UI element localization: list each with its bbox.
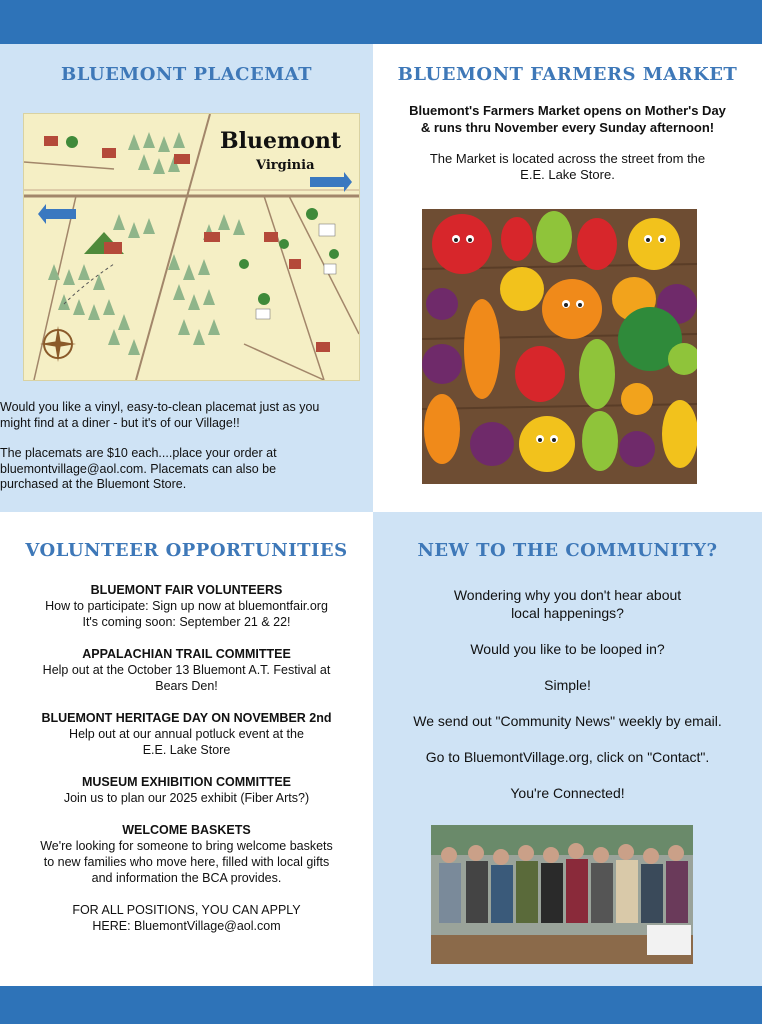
community-q1-line2: local happenings? bbox=[511, 605, 624, 621]
volunteer-item-line: Bears Den! bbox=[155, 679, 218, 693]
volunteer-item-line: It's coming soon: September 21 & 22! bbox=[82, 615, 291, 629]
volunteer-item-title: BLUEMONT FAIR VOLUNTEERS bbox=[90, 583, 283, 597]
group-photo bbox=[431, 825, 693, 964]
community-q2: Would you like to be looped in? bbox=[470, 641, 665, 657]
community-heading: NEW TO THE COMMUNITY? bbox=[417, 540, 718, 561]
volunteer-item bbox=[0, 710, 373, 758]
volunteer-item bbox=[0, 774, 373, 806]
map-subtitle: Virginia bbox=[256, 158, 315, 173]
market-location-line1: The Market is located across the street from the bbox=[429, 151, 706, 166]
placemat-heading: BLUEMONT PLACEMAT bbox=[60, 64, 313, 85]
volunteer-item-title: APPALACHIAN TRAIL COMMITTEE bbox=[82, 647, 291, 661]
volunteer-list bbox=[0, 582, 373, 934]
placemat-para2-line3: purchased at the Bluemont Store. bbox=[0, 477, 187, 491]
placemat-para1-line1: Would you like a vinyl, easy-to-clean placemat just as you bbox=[0, 400, 320, 414]
volunteer-item-line: Help out at our annual potluck event at the bbox=[69, 727, 304, 741]
placemat-para2-line1: The placemats are $10 each....place your order at bbox=[0, 446, 277, 460]
bluemont-map-image bbox=[23, 113, 360, 381]
market-location-line2: E.E. Lake Store. bbox=[520, 167, 615, 182]
volunteer-item bbox=[0, 646, 373, 694]
community-text bbox=[373, 586, 762, 802]
farmers-market-text bbox=[373, 102, 762, 183]
volunteer-footer-line2: HERE: BluemontVillage@aol.com bbox=[92, 919, 281, 933]
placemat-para2-line2: bluemontvillage@aol.com. Placemats can also be bbox=[0, 461, 277, 476]
volunteer-panel bbox=[0, 512, 373, 986]
bottom-band bbox=[0, 986, 762, 1024]
volunteer-item-line: E.E. Lake Store bbox=[142, 743, 231, 757]
market-lead-line1: Bluemont's Farmers Market opens on Mother's Day bbox=[409, 103, 726, 118]
volunteer-item-title: WELCOME BASKETS bbox=[122, 823, 251, 837]
volunteer-item-line: We're looking for someone to bring welcome baskets bbox=[40, 839, 333, 853]
vegetables-image bbox=[422, 209, 697, 484]
volunteer-footer-line1: FOR ALL POSITIONS, YOU CAN APPLY bbox=[72, 903, 301, 917]
volunteer-heading: VOLUNTEER OPPORTUNITIES bbox=[25, 540, 348, 561]
top-band bbox=[0, 0, 762, 44]
volunteer-item-line: Help out at the October 13 Bluemont A.T. Festival at bbox=[42, 663, 331, 677]
community-weekly: We send out "Community News" weekly by email. bbox=[413, 713, 722, 729]
vegetables-illustration bbox=[422, 209, 697, 484]
placemat-text bbox=[0, 400, 373, 493]
community-connected: You're Connected! bbox=[510, 785, 625, 801]
market-lead-line2: & runs thru November every Sunday afternoon! bbox=[420, 120, 715, 135]
community-goto: Go to BluemontVillage.org, click on "Contact". bbox=[425, 749, 710, 765]
volunteer-item-title: BLUEMONT HERITAGE DAY ON NOVEMBER 2nd bbox=[41, 711, 332, 725]
community-q1-line1: Wondering why you don't hear about bbox=[453, 587, 682, 603]
volunteer-item-line: Join us to plan our 2025 exhibit (Fiber Arts?) bbox=[63, 791, 310, 805]
volunteer-item bbox=[0, 582, 373, 630]
group-photo-illustration bbox=[431, 825, 693, 964]
volunteer-item bbox=[0, 822, 373, 886]
placemat-para1-line2: might find at a diner - but it's of our Village!! bbox=[0, 415, 240, 430]
map-title: Bluemont bbox=[220, 128, 342, 154]
farmers-market-heading: BLUEMONT FARMERS MARKET bbox=[397, 64, 738, 85]
community-simple: Simple! bbox=[544, 677, 591, 693]
volunteer-item-title: MUSEUM EXHIBITION COMMITTEE bbox=[81, 775, 292, 789]
volunteer-item-line: How to participate: Sign up now at bluemontfair.org bbox=[45, 599, 328, 613]
volunteer-item-line: to new families who move here, filled with local gifts bbox=[43, 855, 330, 869]
volunteer-item-line: and information the BCA provides. bbox=[91, 871, 282, 885]
